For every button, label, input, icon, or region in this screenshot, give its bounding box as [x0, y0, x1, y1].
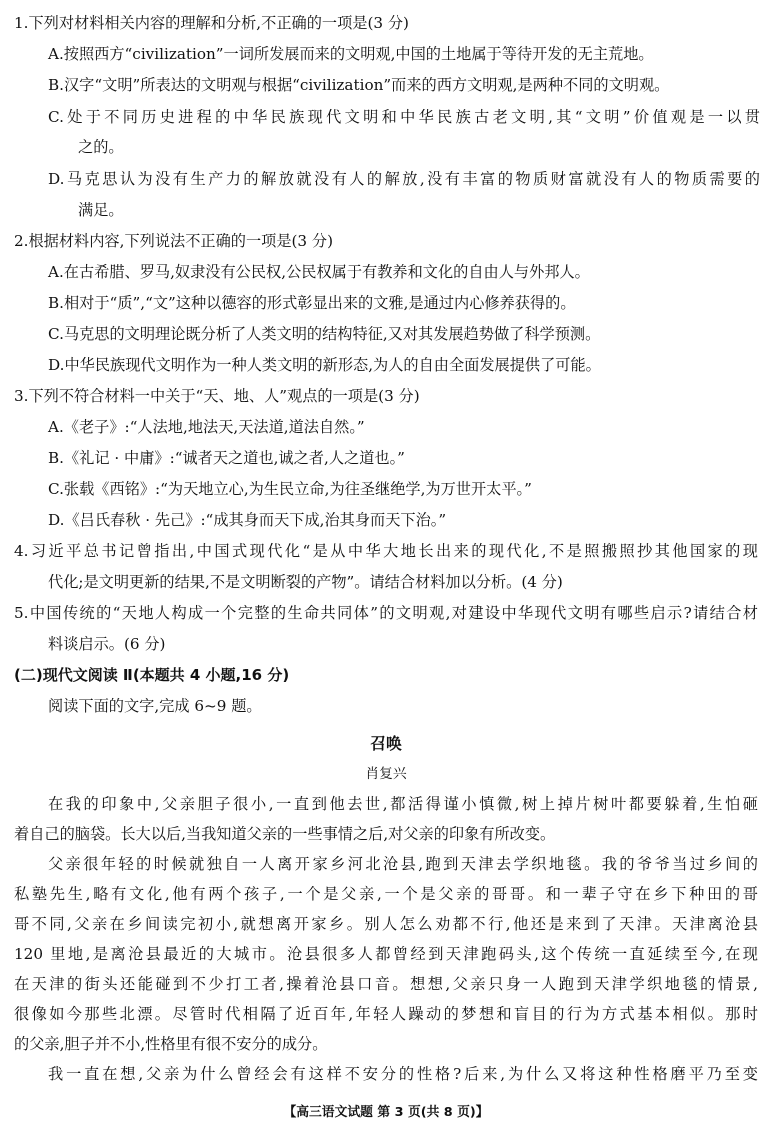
paragraph-2-line: 哥不同,父亲在乡间读完初小,就想离开家乡。别人怎么劝都不行,他还是来到了天津。天津离沧县 [14, 915, 758, 933]
question-3-option-a: A.《老子》:“人法地,地法天,天法道,道法自然。” [48, 418, 365, 436]
question-5-line-1: 5.中国传统的“天地人构成一个完整的生命共同体”的文明观,对建设中华现代文明有哪些启示?请结合材 [14, 604, 758, 622]
section-instruction: 阅读下面的文字,完成 6~9 题。 [48, 697, 262, 715]
paragraph-2-line: 很像如今那些北漂。尽管时代相隔了近百年,年轻人躁动的梦想和盲目的行为方式基本相似。那时 [14, 1005, 758, 1023]
question-3-stem: 3.下列不符合材料一中关于“天、地、人”观点的一项是(3 分) [14, 387, 420, 405]
question-1-stem: 1.下列对材料相关内容的理解和分析,不正确的一项是(3 分) [14, 14, 409, 32]
paragraph-1-line: 在我的印象中,父亲胆子很小,一直到他去世,都活得谨小慎微,树上掉片树叶都要躲着,生怕砸 [48, 795, 758, 813]
paragraph-2-line: 父亲很年轻的时候就独自一人离开家乡河北沧县,跑到天津去学织地毯。我的爷爷当过乡间的 [48, 855, 758, 873]
question-2-option-d: D.中华民族现代文明作为一种人类文明的新形态,为人的自由全面发展提供了可能。 [48, 356, 601, 374]
question-2-option-b: B.相对于“质”,“文”这种以德容的形式彰显出来的文雅,是通过内心修养获得的。 [48, 294, 576, 312]
page-footer: 【高三语文试题 第 3 页(共 8 页)】 [283, 1105, 489, 1120]
question-1-option-d: D.马克思认为没有生产力的解放就没有人的解放,没有丰富的物质财富就没有人的物质需要的 [48, 170, 760, 188]
question-1-option-b: B.汉字“文明”所表达的文明观与根据“civilization”而来的西方文明观,是两种不同的文明观。 [48, 76, 670, 94]
question-1-option-c: C.处于不同历史进程的中华民族现代文明和中华民族古老文明,其“文明”价值观是一以贯 [48, 108, 760, 126]
article-title: 召唤 [370, 734, 402, 753]
question-1-option-d-cont: 满足。 [78, 201, 124, 219]
question-2-option-c: C.马克思的文明理论既分析了人类文明的结构特征,又对其发展趋势做了科学预测。 [48, 325, 601, 343]
question-3-option-b: B.《礼记 · 中庸》:“诚者天之道也,诚之者,人之道也。” [48, 449, 405, 467]
question-2-stem: 2.根据材料内容,下列说法不正确的一项是(3 分) [14, 232, 334, 250]
paragraph-2-line: 私塾先生,略有文化,他有两个孩子,一个是父亲,一个是父亲的哥哥。和一辈子守在乡下种田的哥 [14, 885, 758, 903]
section-heading: (二)现代文阅读 Ⅱ(本题共 4 小题,16 分) [14, 666, 290, 684]
article-author: 肖复兴 [365, 766, 407, 782]
question-5-line-2: 料谈启示。(6 分) [48, 635, 166, 653]
question-1-option-a: A.按照西方“civilization”一词所发展而来的文明观,中国的土地属于等待开发的无主荒地。 [48, 45, 654, 63]
question-4-line-2: 代化;是文明更新的结果,不是文明断裂的产物”。请结合材料加以分析。(4 分) [48, 573, 563, 591]
question-3-option-d: D.《吕氏春秋 · 先己》:“成其身而天下成,治其身而天下治。” [48, 511, 447, 529]
paragraph-2-line: 在天津的街头还能碰到不少打工者,操着沧县口音。想想,父亲只身一人跑到天津学织地毯的情景, [14, 975, 758, 993]
paragraph-3-line: 我一直在想,父亲为什么曾经会有这样不安分的性格?后来,为什么又将这种性格磨平乃至变 [48, 1065, 758, 1083]
question-2-option-a: A.在古希腊、罗马,奴隶没有公民权,公民权属于有教养和文化的自由人与外邦人。 [48, 263, 590, 281]
paragraph-1-line: 着自己的脑袋。长大以后,当我知道父亲的一些事情之后,对父亲的印象有所改变。 [14, 825, 556, 843]
paragraph-2-line: 的父亲,胆子并不小,性格里有很不安分的成分。 [14, 1035, 328, 1053]
question-3-option-c: C.张载《西铭》:“为天地立心,为生民立命,为往圣继绝学,为万世开太平。” [48, 480, 532, 498]
paragraph-2-line: 120 里地,是离沧县最近的大城市。沧县很多人都曾经到天津跑码头,这个传统一直延续至今,在现 [14, 945, 758, 963]
question-4-line-1: 4.习近平总书记曾指出,中国式现代化“是从中华大地长出来的现代化,不是照搬照抄其他国家的现 [14, 542, 758, 560]
question-1-option-c-cont: 之的。 [78, 138, 124, 156]
